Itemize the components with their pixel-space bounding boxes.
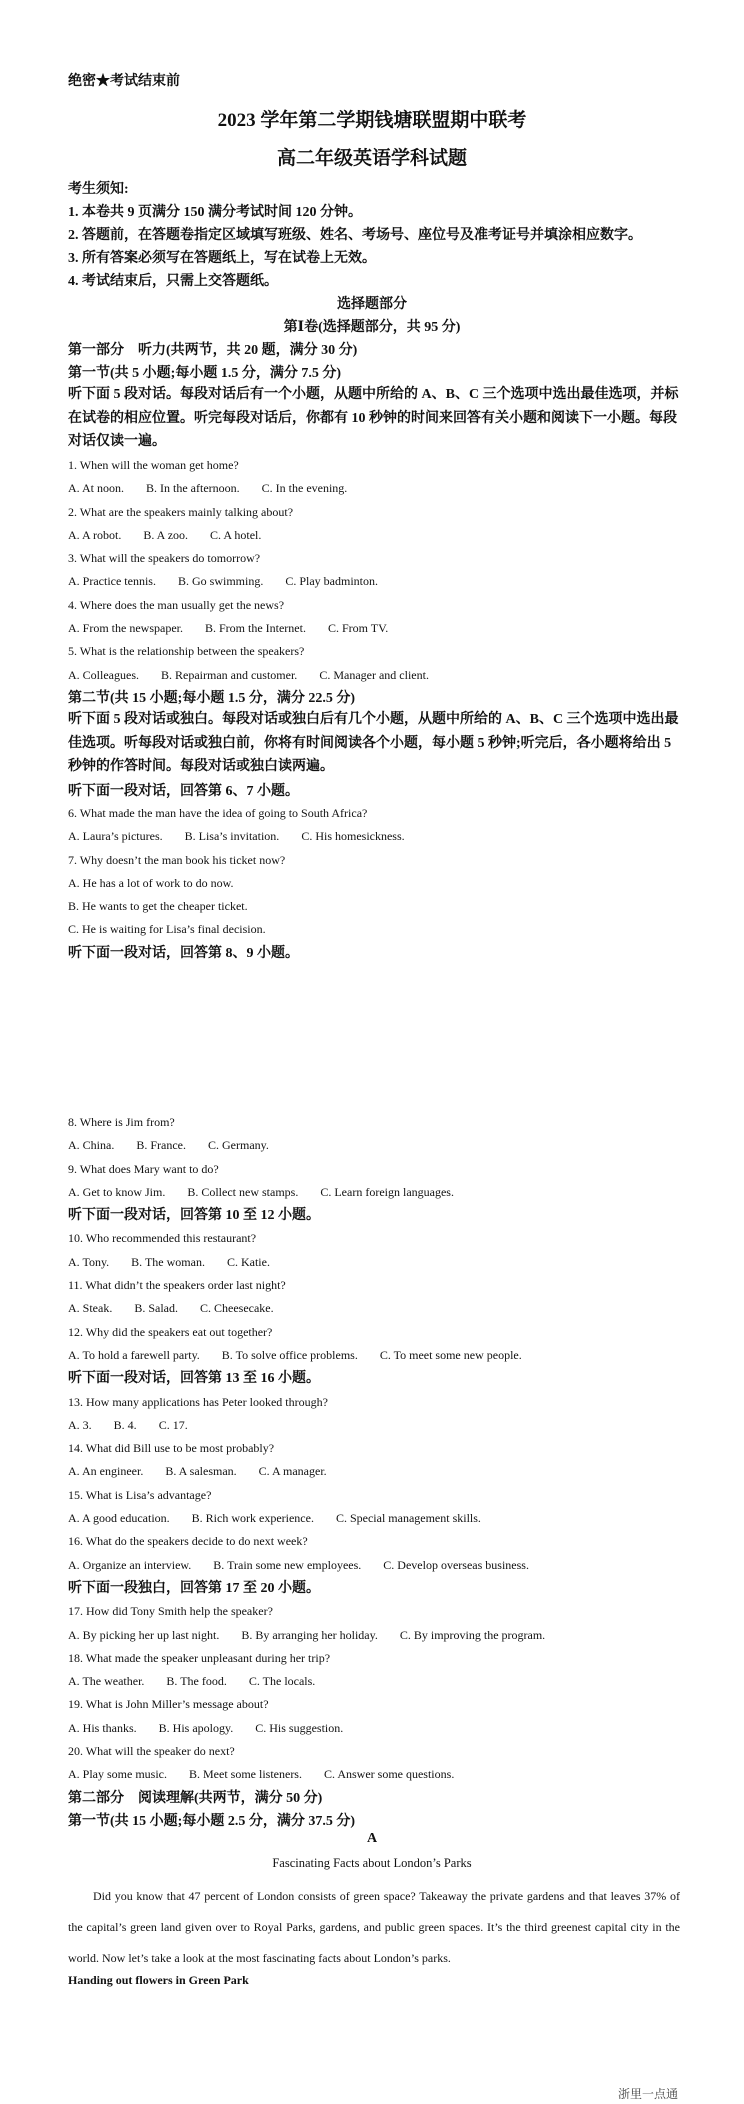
questions-8-20 [68,1111,567,1833]
section-title: 选择题部分 [337,297,407,312]
option: B. Meet some listeners. [189,1767,302,1782]
option: C. In the evening. [261,481,348,496]
question: 10. Who recommended this restaurant? [68,1231,257,1246]
question: 9. What does Mary want to do? [68,1161,219,1176]
options-row [68,1344,567,1367]
option: A. A good education. [68,1511,170,1526]
part1-sec1-instructions: 听下面 5 段对话。每段对话后有一个小题，从题中所给的 A、B、C 三个选项中选出最佳选项，并标在试卷的相应位置。听完每段对话后，你都有 10 秒钟的时间来回答有关小题和阅读下一小题。每段对话仅读一遍。 [68,387,679,449]
question: 13. How many applications has Peter looked through? [68,1394,328,1409]
option: B. A zoo. [143,527,189,542]
option: B. Go swimming. [177,574,264,589]
group-heading: 听下面一段独白，回答第 17 至 20 小题。 [68,1580,320,1596]
option: B. 4. [113,1417,137,1432]
options-row [68,1460,567,1483]
group-heading: 听下面一段对话，回答第 6、7 小题。 [68,784,299,799]
option: A. To hold a farewell party. [68,1347,200,1362]
question: 1. When will the woman get home? [68,458,239,472]
question: 16. What do the speakers decide to do next week? [68,1534,308,1549]
option: B. Lisa’s invitation. [184,829,280,844]
options-row [68,1297,567,1320]
option: C. Katie. [226,1254,270,1269]
question: 20. What will the speaker do next? [68,1744,235,1759]
option: B. Repairman and customer. [161,667,298,682]
part1-heading: 第一部分 听力(共两节，共 20 题，满分 30 分) [68,343,358,358]
volume-title: 第Ⅰ卷(选择题部分，共 95 分) [283,320,461,335]
option: A. An engineer. [68,1464,144,1479]
option: C. Play badminton. [285,574,378,589]
option: C. A hotel. [210,527,262,542]
option: C. Special management skills. [335,1511,481,1526]
option: C. Manager and client. [319,667,429,682]
option: A. At noon. [68,481,125,496]
option: B. In the afternoon. [146,481,240,496]
question: 12. Why did the speakers eat out together? [68,1324,273,1339]
question: 3. What will the speakers do tomorrow? [68,551,261,566]
option: A. His thanks. [68,1720,137,1735]
option: C. He is waiting for Lisa’s final decision. [68,922,266,937]
group-heading: 听下面一段对话，回答第 10 至 12 小题。 [68,1208,320,1224]
option: B. France. [136,1138,186,1153]
option: B. Salad. [134,1301,178,1316]
note-item: 1. 本卷共 9 页满分 150 满分考试时间 120 分钟。 [68,205,362,220]
option: A. 3. [68,1417,92,1432]
question: 7. Why doesn’t the man book his ticket now? [68,852,286,867]
option: B. The food. [166,1674,227,1689]
passage-title: Fascinating Facts about London’s Parks [272,1856,472,1870]
passage-subheading: Handing out flowers in Green Park [68,1973,249,1987]
passage-paragraph: Did you know that 47 percent of London consists of green space? Takeaway the private gardens and that leaves 37% of the capital’s green land given over to Royal Parks, gardens, and public green spaces. It’s the third greenest capital city in the world. Now let’s take a look at the most fascinating facts about London’s parks. [68,1889,680,1965]
option: B. Train some new employees. [213,1557,362,1572]
option: A. Organize an interview. [68,1557,192,1572]
option: A. From the newspaper. [68,621,183,636]
option: C. By improving the program. [399,1627,546,1642]
option: B. From the Internet. [204,621,306,636]
option: C. 17. [158,1417,188,1432]
options-row [68,570,451,593]
option: B. Rich work experience. [191,1511,314,1526]
option: B. To solve office problems. [221,1347,358,1362]
group-heading: 听下面一段对话，回答第 13 至 16 小题。 [68,1371,320,1387]
options-row [68,1414,567,1437]
option: C. Germany. [208,1138,269,1153]
question: 17. How did Tony Smith help the speaker? [68,1604,273,1619]
option: A. China. [68,1138,115,1153]
option: A. Steak. [68,1301,113,1316]
option: B. Collect new stamps. [187,1184,299,1199]
options-row [68,1717,567,1740]
question: 5. What is the relationship between the speakers? [68,644,305,659]
option: A. By picking her up last night. [68,1627,220,1642]
option: C. Develop overseas business. [383,1557,529,1572]
exam-subtitle: 高二年级英语学科试题 [276,148,467,169]
options-row [68,477,451,500]
exam-notes [68,178,642,293]
option: A. Tony. [68,1254,110,1269]
options-row [68,1670,567,1693]
option: A. A robot. [68,527,122,542]
options-row [68,1181,567,1204]
option: A. Laura’s pictures. [68,829,163,844]
exam-title: 2023 学年第二学期钱塘联盟期中联考 [217,110,527,131]
option: C. Learn foreign languages. [320,1184,454,1199]
option: C. His homesickness. [301,829,405,844]
note-item: 3. 所有答案必须写在答题纸上，写在试卷上无效。 [68,251,376,266]
option: C. The locals. [248,1674,316,1689]
question: 15. What is Lisa’s advantage? [68,1487,212,1502]
passage-letter: A [366,1831,378,1846]
question: 8. Where is Jim from? [68,1115,175,1129]
option: B. He wants to get the cheaper ticket. [68,899,248,914]
options-row [68,1763,567,1786]
question: 4. Where does the man usually get the news? [68,597,285,612]
options-row [68,524,451,547]
options-row [68,1624,567,1647]
option: A. Get to know Jim. [68,1184,166,1199]
group-heading: 听下面一段对话，回答第 8、9 小题。 [68,946,299,961]
options-row [68,1507,567,1530]
part1-sec1-heading: 第一节(共 5 小题;每小题 1.5 分，满分 7.5 分) [68,366,341,381]
note-item: 2. 答题前，在答题卷指定区域填写班级、姓名、考场号、座位号及准考证号并填涂相应数字。 [68,228,642,243]
option: B. His apology. [158,1720,234,1735]
option: C. His suggestion. [255,1720,344,1735]
option: A. Practice tennis. [68,574,156,589]
option: B. The woman. [131,1254,205,1269]
option: B. By arranging her holiday. [241,1627,378,1642]
part2-heading: 第二部分 阅读理解(共两节，满分 50 分) [68,1790,323,1806]
options-row [68,1134,567,1157]
part2-sec1-heading: 第一节(共 15 小题;每小题 2.5 分，满分 37.5 分) [68,1813,355,1829]
options-row [68,825,427,848]
option: C. From TV. [327,621,389,636]
question: 2. What are the speakers mainly talking about? [68,504,294,519]
option: C. Answer some questions. [323,1767,455,1782]
question: 14. What did Bill use to be most probably? [68,1441,275,1456]
option: C. Cheesecake. [200,1301,274,1316]
option: B. A salesman. [165,1464,237,1479]
notes-heading: 考生须知: [68,182,129,197]
question: 6. What made the man have the idea of going to South Africa? [68,806,368,820]
secret-label: 绝密★考试结束前 [68,74,180,89]
part1-sec2-heading: 第二节(共 15 小题;每小题 1.5 分，满分 22.5 分) [68,691,355,706]
note-item: 4. 考试结束后，只需上交答题纸。 [68,274,278,289]
question: 18. What made the speaker unpleasant during her trip? [68,1650,331,1665]
options-row [68,1554,567,1577]
options-row [68,1251,567,1274]
option: C. A manager. [258,1464,327,1479]
option: A. He has a lot of work to do now. [68,875,234,890]
option: C. To meet some new people. [379,1347,522,1362]
footer-watermark: 浙里一点通 [617,2087,678,2101]
option: A. Colleagues. [68,667,139,682]
options-row [68,617,451,640]
option: A. Play some music. [68,1767,167,1782]
options-row [68,664,451,687]
question: 11. What didn’t the speakers order last night? [68,1278,286,1293]
part1-sec2-instructions: 听下面 5 段对话或独白。每段对话或独白后有几个小题，从题中所给的 A、B、C 三个选项中选出最佳选项。听每段对话或独白前，你将有时间阅读各个小题，每小题 5 秒钟;听完后，各小题将给出 5 秒钟的作答时间。每段对话或独白读两遍。 [68,712,679,774]
question: 19. What is John Miller’s message about? [68,1697,269,1712]
option: A. The weather. [68,1674,145,1689]
questions-6-7 [68,802,427,942]
sec1-question-list [68,454,451,687]
